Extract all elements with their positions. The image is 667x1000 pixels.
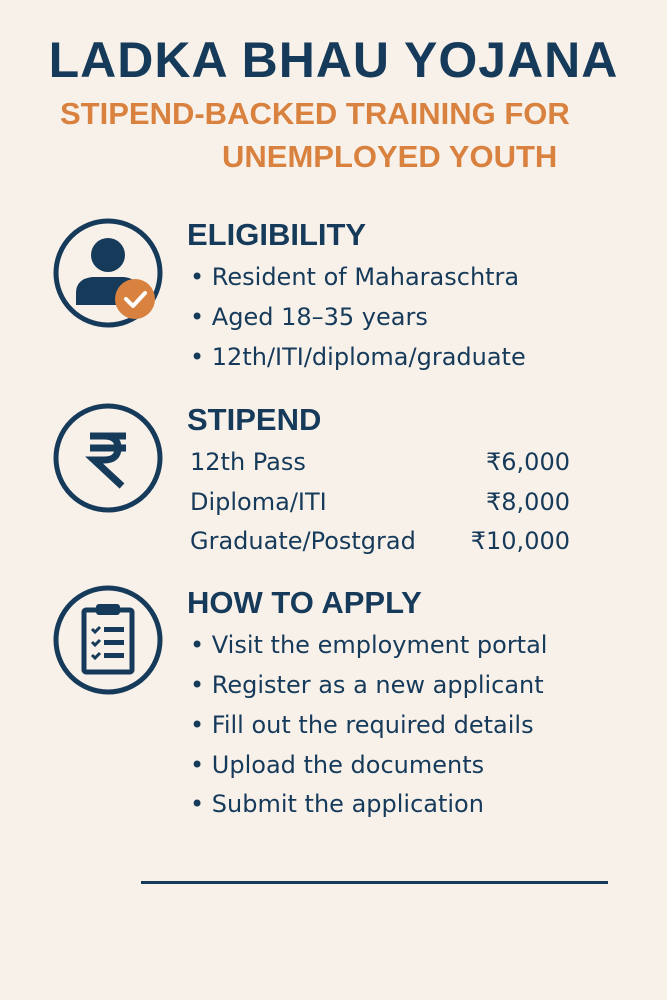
stipend-label: 12th Pass — [190, 448, 306, 476]
eligibility-item: • Resident of Maharaschtra — [190, 263, 520, 291]
stipend-label: Diploma/ITI — [190, 488, 327, 516]
clipboard-checklist-icon — [52, 584, 164, 696]
stipend-row — [190, 486, 570, 518]
divider-line — [141, 881, 608, 884]
stipend-row — [190, 446, 570, 478]
apply-step: • Visit the employment portal — [190, 631, 548, 659]
stipend-amount: ₹10,000 — [470, 527, 570, 555]
stipend-row — [190, 525, 570, 557]
stipend-amount: ₹8,000 — [486, 488, 570, 516]
eligibility-heading: ELIGIBILITY — [187, 217, 367, 252]
stipend-amount: ₹6,000 — [486, 448, 570, 476]
apply-step: • Upload the documents — [190, 751, 485, 779]
subtitle-line-2: UNEMPLOYED YOUTH — [222, 139, 558, 174]
subtitle-line-1: STIPEND-BACKED TRAINING FOR — [60, 96, 570, 131]
apply-step: • Submit the application — [190, 790, 484, 818]
eligibility-item: • Aged 18–35 years — [190, 303, 428, 331]
page-title: LADKA BHAU YOJANA — [48, 32, 619, 88]
stipend-heading: STIPEND — [187, 402, 322, 437]
stipend-label: Graduate/Postgrad — [190, 527, 416, 555]
apply-heading: HOW TO APPLY — [187, 585, 422, 620]
apply-step: • Fill out the required details — [190, 711, 534, 739]
apply-step: • Register as a new applicant — [190, 671, 544, 699]
eligibility-item: • 12th/ITI/diploma/graduate — [190, 343, 526, 371]
rupee-icon — [52, 402, 164, 514]
user-check-icon — [52, 217, 164, 329]
